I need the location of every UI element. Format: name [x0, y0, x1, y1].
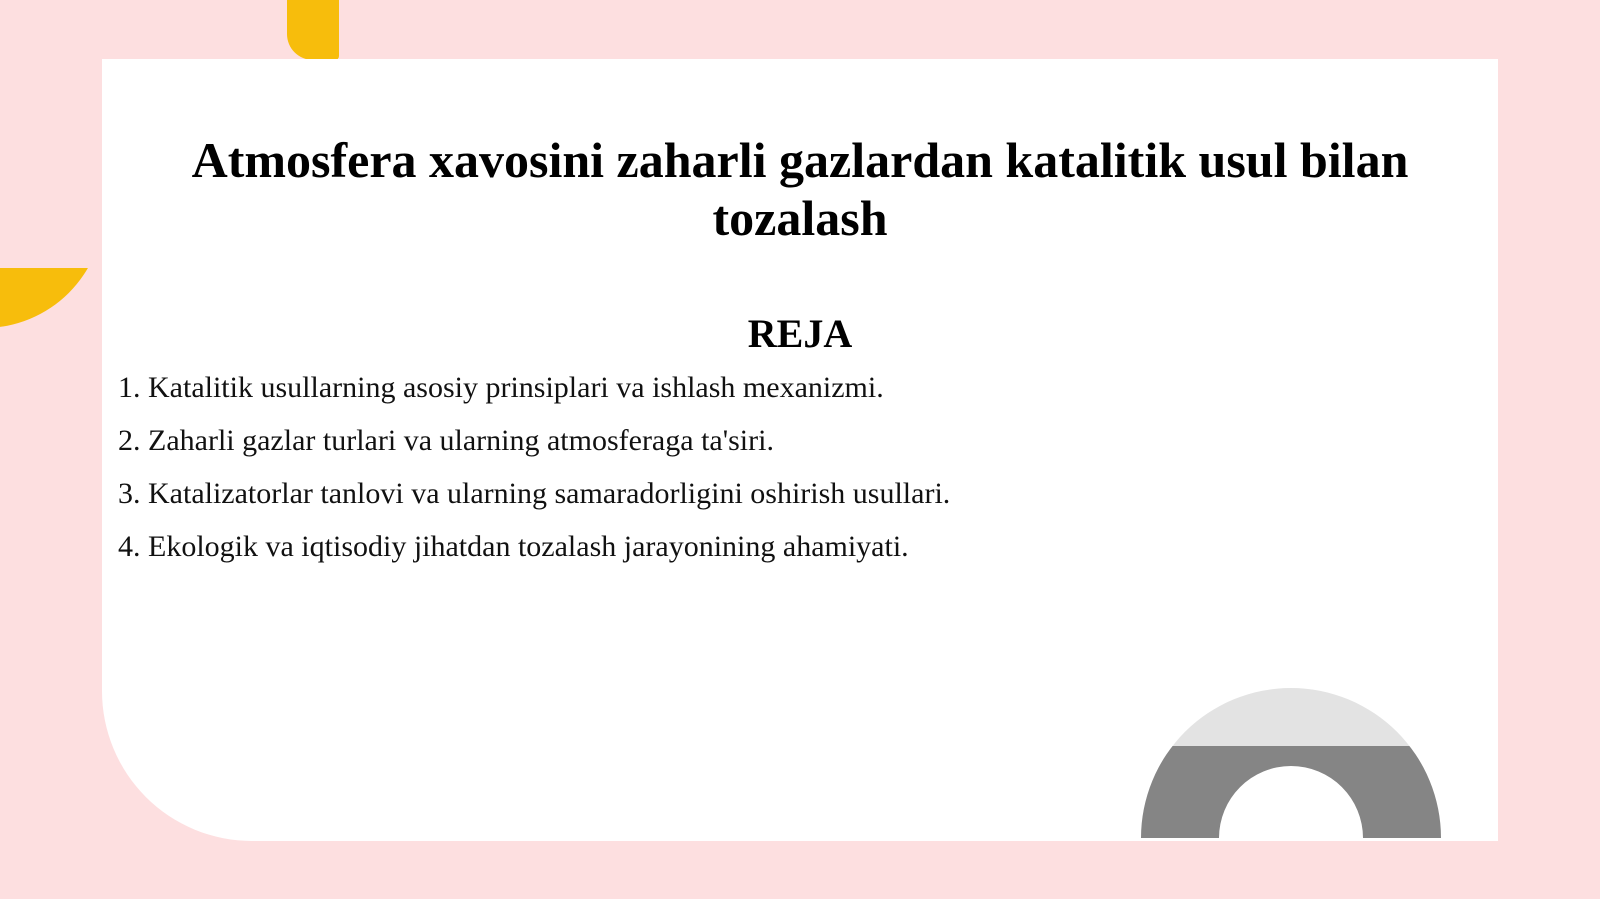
- list-item: 2. Zaharli gazlar turlari va ularning atmosferaga ta'siri.: [118, 424, 774, 457]
- arch-dark-band: [1141, 746, 1441, 838]
- slide-subtitle: REJA: [747, 311, 853, 356]
- slide-title: Atmosfera xavosini zaharli gazlardan katalitik usul bilan tozalash: [191, 132, 1409, 246]
- arch-light-band: [1141, 686, 1441, 746]
- plan-list: [118, 371, 950, 583]
- slide-card: [102, 59, 1498, 841]
- yellow-decoration-top: [287, 0, 339, 60]
- yellow-decoration-left: [0, 268, 104, 328]
- list-item: 1. Katalitik usullarning asosiy prinsiplari va ishlash mexanizmi.: [118, 371, 884, 404]
- arch-decoration: [1141, 686, 1441, 838]
- list-item: 4. Ekologik va iqtisodiy jihatdan tozalash jarayonining ahamiyati.: [118, 530, 909, 563]
- list-item: 3. Katalizatorlar tanlovi va ularning samaradorligini oshirish usullari.: [118, 477, 951, 510]
